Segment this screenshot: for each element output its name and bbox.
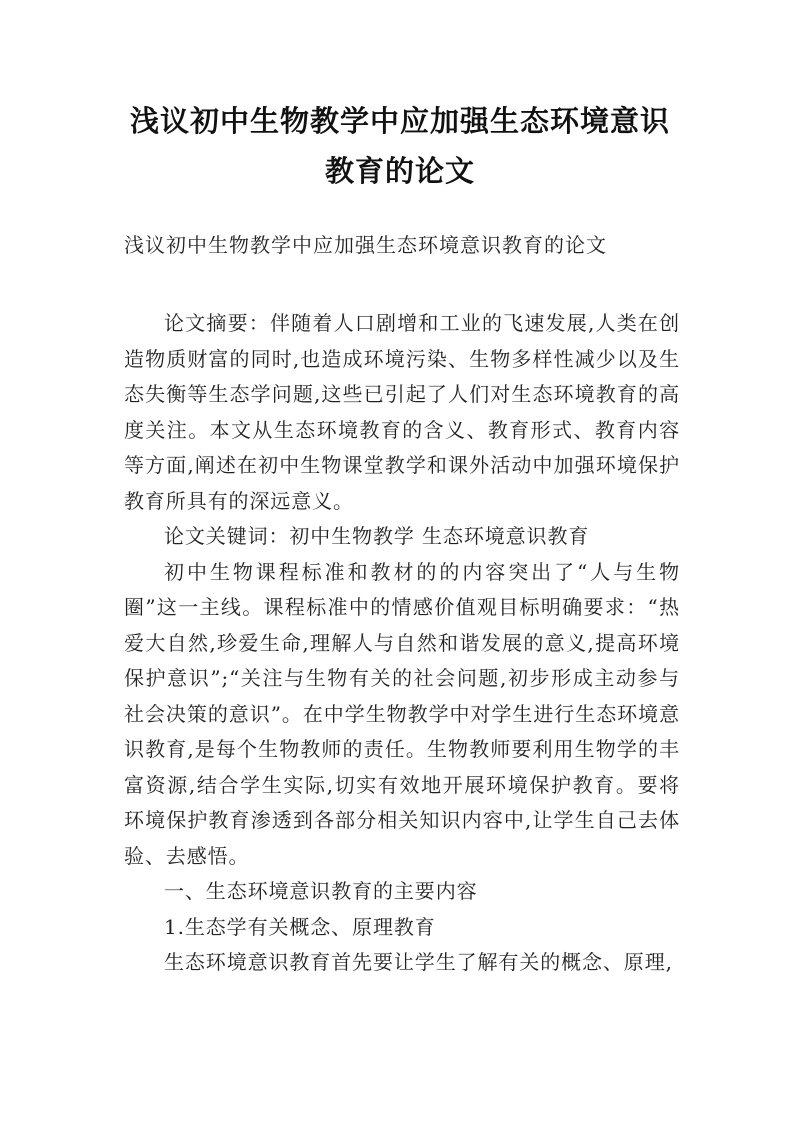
body-paragraph: 生态环境意识教育首先要让学生了解有关的概念、原理, — [164, 950, 673, 974]
subsection-heading: 1.生态学有关概念、原理教育 — [164, 914, 436, 939]
intro-paragraph: 初中生物课程标准和教材的的内容突出了“人与生物圈”这一主线。课程标准中的情感价值观目标明确要求：“热爱大自然,珍爱生命,理解人与自然和谐发展的意义,提高环境保护意识”;“关注与生物有关的社会问题,初步形成主动参与社会决策的意识”。在中学生物教学中对学生进行生态环境意识教育,是每个生物教师的责任。生物教师要利用生物学的丰富资源,结合学生实际,切实有效地开展环境保护教育。要将环境保护教育渗透到各部分相关知识内容中,让学生自己去体验、去感悟。 — [124, 559, 680, 868]
document-title — [100, 96, 700, 196]
title-line-1: 浅议初中生物教学中应加强生态环境意识 — [129, 104, 670, 138]
section-heading: 一、生态环境意识教育的主要内容 — [164, 879, 478, 903]
document-body — [124, 306, 680, 981]
title-line-2: 教育的论文 — [324, 154, 475, 188]
keywords-paragraph: 论文关键词：初中生物教学 生态环境意识教育 — [164, 524, 590, 548]
abstract-paragraph: 论文摘要：伴随着人口剧增和工业的飞速发展,人类在创造物质财富的同时,也造成环境污染、生物多样性减少以及生态失衡等生态学问题,这些已引起了人们对生态环境教育的高度关注。本文从生态环境教育的含义、教育形式、教育内容等方面,阐述在初中生物课堂教学和课外活动中加强环境保护教育所具有的深远意义。 — [124, 311, 680, 513]
document-subtitle: 浅议初中生物教学中应加强生态环境意识教育的论文 — [124, 233, 607, 257]
